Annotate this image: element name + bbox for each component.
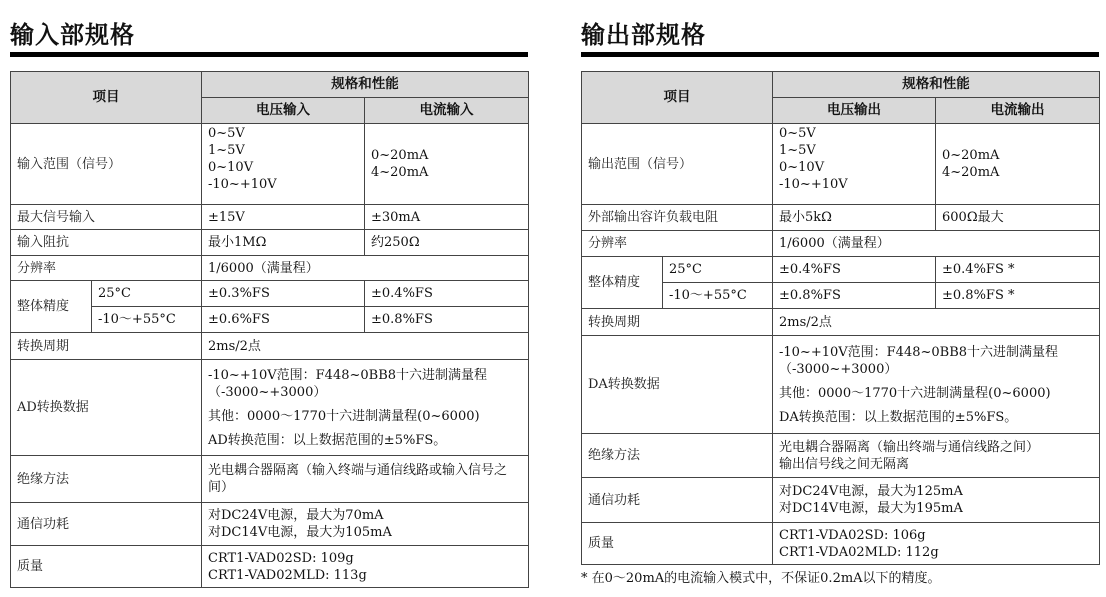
row-label: 绝缘方法 bbox=[582, 434, 773, 478]
row-label: DA转换数据 bbox=[582, 336, 773, 434]
row-label: 质量 bbox=[582, 523, 773, 565]
header-current-input: 电流输入 bbox=[365, 98, 529, 124]
table-row bbox=[582, 124, 1100, 205]
cell-value: 600Ω最大 bbox=[936, 205, 1100, 231]
cell-value: 0~20mA 4~20mA bbox=[365, 124, 529, 205]
table-header-row bbox=[11, 72, 529, 98]
table-row bbox=[11, 456, 529, 503]
table-row bbox=[11, 281, 529, 307]
row-label: AD转换数据 bbox=[11, 360, 202, 456]
cell-value: 对DC24V电源，最大为70mA 对DC14V电源，最大为105mA bbox=[202, 503, 529, 546]
table-header-row bbox=[582, 72, 1100, 98]
output-spec-section bbox=[581, 0, 1099, 586]
cell-value: 1/6000（满量程） bbox=[773, 231, 1100, 257]
footnote: * 在0～20mA的电流输入模式中，不保证0.2mA以下的精度。 bbox=[581, 571, 941, 586]
cell-value bbox=[773, 336, 1100, 434]
table-row bbox=[582, 309, 1100, 336]
table-row bbox=[11, 230, 529, 256]
cell-sub-label: -10～+55°C bbox=[663, 283, 773, 309]
row-label: 分辨率 bbox=[582, 231, 773, 257]
ad-line-2: 其他：0000～1770十六进制满量程(0~6000) bbox=[208, 408, 480, 424]
header-item: 项目 bbox=[11, 72, 202, 124]
cell-value: ±0.4%FS * bbox=[936, 257, 1100, 283]
header-item: 项目 bbox=[582, 72, 773, 124]
cell-value: 对DC24V电源，最大为125mA 对DC14V电源，最大为195mA bbox=[773, 478, 1100, 523]
row-label: 通信功耗 bbox=[582, 478, 773, 523]
row-label: 整体精度 bbox=[11, 281, 92, 333]
cell-value: ±0.8%FS bbox=[773, 283, 936, 309]
cell-value: 2ms/2点 bbox=[202, 333, 529, 360]
output-spec-table bbox=[581, 71, 1100, 565]
cell-value: 0~5V 1~5V 0~10V -10~+10V bbox=[202, 124, 365, 205]
row-label: 质量 bbox=[11, 546, 202, 588]
cell-value bbox=[202, 360, 529, 456]
input-spec-title: 输入部规格 bbox=[10, 20, 528, 57]
cell-value: 约250Ω bbox=[365, 230, 529, 256]
input-spec-section bbox=[10, 0, 528, 588]
header-spec: 规格和性能 bbox=[202, 72, 529, 98]
cell-value: ±0.6%FS bbox=[202, 307, 365, 333]
table-row bbox=[582, 205, 1100, 231]
header-current-output: 电流输出 bbox=[936, 98, 1100, 124]
table-row bbox=[11, 360, 529, 456]
cell-value: ±0.8%FS * bbox=[936, 283, 1100, 309]
output-spec-title: 输出部规格 bbox=[581, 20, 1099, 57]
header-spec: 规格和性能 bbox=[773, 72, 1100, 98]
table-row bbox=[582, 478, 1100, 523]
cell-value: ±15V bbox=[202, 205, 365, 230]
row-label: 输入范围（信号） bbox=[11, 124, 202, 205]
table-row bbox=[11, 503, 529, 546]
cell-value: ±0.4%FS bbox=[773, 257, 936, 283]
table-row bbox=[582, 231, 1100, 257]
cell-value: 最小1MΩ bbox=[202, 230, 365, 256]
table-row bbox=[11, 205, 529, 230]
cell-value: CRT1-VDA02SD: 106g CRT1-VDA02MLD: 112g bbox=[773, 523, 1100, 565]
row-label: 输入阻抗 bbox=[11, 230, 202, 256]
cell-value: CRT1-VAD02SD: 109g CRT1-VAD02MLD: 113g bbox=[202, 546, 529, 588]
cell-sub-label: 25°C bbox=[663, 257, 773, 283]
cell-value: ±30mA bbox=[365, 205, 529, 230]
table-row bbox=[582, 434, 1100, 478]
cell-sub-label: 25°C bbox=[92, 281, 202, 307]
cell-value: 光电耦合器隔离（输入终端与通信线路或输入信号之间） bbox=[202, 456, 529, 503]
cell-value: 0~20mA 4~20mA bbox=[936, 124, 1100, 205]
cell-value: 光电耦合器隔离（输出终端与通信线路之间） 输出信号线之间无隔离 bbox=[773, 434, 1100, 478]
cell-value: ±0.4%FS bbox=[365, 281, 529, 307]
da-line-2: 其他：0000～1770十六进制满量程(0~6000) bbox=[779, 385, 1051, 401]
table-row bbox=[11, 333, 529, 360]
cell-value: 最小5kΩ bbox=[773, 205, 936, 231]
cell-sub-label: -10～+55°C bbox=[92, 307, 202, 333]
row-label: 分辨率 bbox=[11, 256, 202, 281]
row-label: 输出范围（信号） bbox=[582, 124, 773, 205]
row-label: 外部输出容许负载电阻 bbox=[582, 205, 773, 231]
table-row bbox=[11, 124, 529, 205]
row-label: 绝缘方法 bbox=[11, 456, 202, 503]
input-spec-table bbox=[10, 71, 529, 588]
row-label: 整体精度 bbox=[582, 257, 663, 309]
cell-value: 1/6000（满量程） bbox=[202, 256, 529, 281]
header-voltage-output: 电压输出 bbox=[773, 98, 936, 124]
table-row bbox=[11, 546, 529, 588]
table-row bbox=[11, 256, 529, 281]
table-row bbox=[582, 523, 1100, 565]
table-row bbox=[582, 336, 1100, 434]
header-voltage-input: 电压输入 bbox=[202, 98, 365, 124]
ad-line-1: -10~+10V范围：F448~0BB8十六进制满量程 （-3000~+3000） bbox=[208, 367, 488, 400]
row-label: 转换周期 bbox=[11, 333, 202, 360]
cell-value: ±0.3%FS bbox=[202, 281, 365, 307]
da-line-3: DA转换范围：以上数据范围的±5%FS。 bbox=[779, 409, 1018, 425]
ad-line-3: AD转换范围：以上数据范围的±5%FS。 bbox=[208, 432, 447, 448]
cell-value: 2ms/2点 bbox=[773, 309, 1100, 336]
table-row bbox=[582, 257, 1100, 283]
row-label: 最大信号输入 bbox=[11, 205, 202, 230]
da-line-1: -10~+10V范围：F448~0BB8十六进制满量程 （-3000~+3000） bbox=[779, 344, 1059, 377]
cell-value: 0~5V 1~5V 0~10V -10~+10V bbox=[773, 124, 936, 205]
cell-value: ±0.8%FS bbox=[365, 307, 529, 333]
row-label: 转换周期 bbox=[582, 309, 773, 336]
row-label: 通信功耗 bbox=[11, 503, 202, 546]
